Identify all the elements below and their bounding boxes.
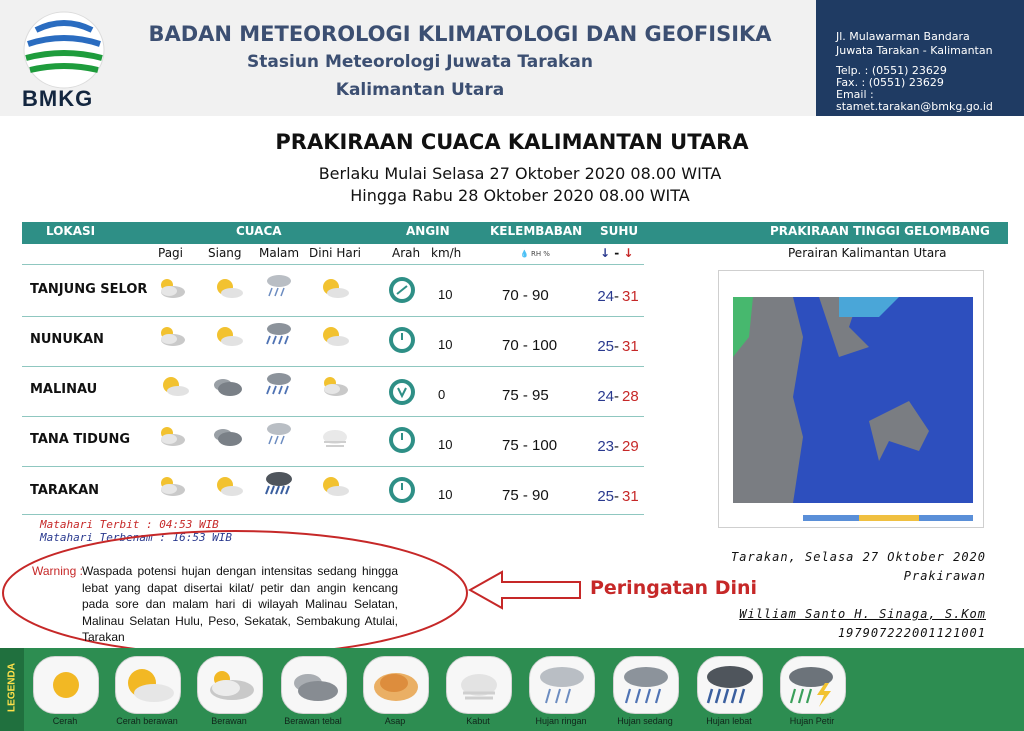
legend-hujan-sedang	[613, 656, 679, 714]
cerah-berawan-icon	[318, 474, 352, 500]
berawan-tebal-icon	[210, 374, 244, 400]
row-suhu-min: 25	[597, 338, 614, 355]
berawan-icon	[155, 324, 189, 350]
arrow-left-icon	[468, 570, 582, 610]
sub-rh	[520, 250, 550, 258]
suhu-dash: -	[614, 288, 619, 305]
row-kelembaban: 75 - 95	[502, 387, 549, 404]
legend-label: Berawan tebal	[284, 716, 342, 726]
suhu-dash: -	[614, 488, 619, 505]
row-lokasi: TANJUNG SELOR	[30, 282, 148, 297]
contact-address-1: Jl. Mulawarman Bandara	[836, 30, 970, 43]
valid-from: Berlaku Mulai Selasa 27 Oktober 2020 08.00 WITA	[318, 164, 722, 183]
wave-map-image	[719, 271, 983, 527]
legend-label: Hujan Petir	[789, 716, 835, 726]
sub-malam: Malam	[259, 246, 300, 260]
row-divider	[22, 264, 644, 265]
rh-min: 75	[502, 387, 519, 404]
sub-suhu-arrows: ↓ - ↓	[600, 246, 634, 260]
contact-fax: Fax. : (0551) 23629	[836, 76, 944, 89]
sub-gelombang: Perairan Kalimantan Utara	[788, 246, 947, 260]
kabut-icon	[447, 657, 511, 713]
hujan-ringan-icon	[262, 272, 296, 298]
page-title: PRAKIRAAN CUACA KALIMANTAN UTARA	[275, 130, 749, 154]
legend-label: Cerah	[52, 716, 78, 726]
row-angin-kmh: 10	[438, 437, 453, 452]
cerah-berawan-icon	[212, 276, 246, 302]
row-angin-kmh: 0	[438, 387, 446, 402]
signature-place-date: Tarakan, Selasa 27 Oktober 2020	[731, 550, 986, 564]
row-kelembaban: 70 - 100	[502, 337, 558, 354]
row-kelembaban: 75 - 90	[502, 487, 549, 504]
humidity-icon: 💧	[520, 250, 529, 258]
legend-label: Hujan sedang	[617, 716, 673, 726]
wind-direction-icon	[388, 276, 416, 304]
warning-label: Warning :	[32, 564, 83, 578]
row-kelembaban: 70 - 90	[502, 287, 549, 304]
contact-email: stamet.tarakan@bmkg.go.id	[836, 100, 993, 113]
logo-text: BMKG	[22, 86, 94, 111]
col-angin: ANGIN	[406, 224, 450, 238]
berawan-tebal-icon	[210, 424, 244, 450]
cerah-berawan-icon	[158, 374, 192, 400]
row-divider	[22, 466, 644, 467]
row-suhu-max: 31	[622, 338, 639, 355]
row-lokasi: TARAKAN	[30, 483, 100, 498]
cerah-berawan-icon	[212, 324, 246, 350]
hujan-sedang-icon	[262, 320, 296, 346]
wind-direction-icon	[388, 476, 416, 504]
warning-text: Waspada potensi hujan dengan intensitas sedang hingga lebat yang dapat disertai kilat/ petir dan angin kencang pada sore dan malam hari di wilayah Malinau Selatan, Malinau Selatan Hulu, Peso, Sekatak, Sembakung Atulai, Tarakan	[82, 564, 398, 644]
legend-cerah-berawan	[115, 656, 181, 714]
wind-direction-icon	[388, 378, 416, 406]
sub-rh-label: RH %	[530, 250, 550, 258]
sub-arah: Arah	[392, 246, 421, 260]
wave-forecast-map	[718, 270, 984, 528]
hujan-ringan-icon	[530, 657, 594, 713]
arrow-down-icon: ↓	[600, 246, 611, 260]
legend-hujan-lebat	[697, 656, 763, 714]
legend-label: Hujan ringan	[535, 716, 587, 726]
legend-cerah	[33, 656, 99, 714]
row-suhu-max: 29	[622, 438, 639, 455]
cerah-berawan-icon	[318, 276, 352, 302]
cerah-berawan-icon	[212, 474, 246, 500]
legend-label: Cerah berawan	[116, 716, 178, 726]
row-divider	[22, 366, 644, 367]
row-angin-kmh: 10	[438, 487, 453, 502]
signature-nip: 197907222001121001	[837, 626, 986, 640]
row-suhu-min: 25	[597, 488, 614, 505]
wind-direction-icon	[388, 426, 416, 454]
berawan-icon	[318, 374, 352, 400]
legend-asap	[363, 656, 429, 714]
contact-email-label: Email :	[836, 88, 874, 101]
hujan-lebat-icon	[262, 470, 296, 496]
rh-max: 100	[532, 337, 558, 354]
row-lokasi: NUNUKAN	[30, 332, 104, 347]
legend-hujan-ringan	[529, 656, 595, 714]
sub-siang: Siang	[208, 246, 242, 260]
contact-address-2: Juwata Tarakan - Kalimantan	[836, 44, 993, 57]
sunrise-time: Matahari Terbit : 04:53 WIB	[40, 518, 219, 531]
row-divider	[22, 316, 644, 317]
rh-max: 100	[532, 437, 558, 454]
rh-max: 90	[532, 287, 549, 304]
suhu-dash: -	[614, 338, 619, 355]
berawan-icon	[198, 657, 262, 713]
hujan-ringan-icon	[262, 420, 296, 446]
valid-to: Hingga Rabu 28 Oktober 2020 08.00 WITA	[350, 186, 690, 205]
row-angin-kmh: 10	[438, 287, 453, 302]
legend-berawan	[197, 656, 263, 714]
row-angin-kmh: 10	[438, 337, 453, 352]
berawan-icon	[155, 424, 189, 450]
early-warning-callout: Peringatan Dini	[590, 577, 758, 599]
col-kelembaban: KELEMBABAN	[490, 224, 583, 238]
rh-min: 75	[502, 437, 519, 454]
wind-direction-icon	[388, 326, 416, 354]
legend-berawan-tebal	[281, 656, 347, 714]
asap-icon	[364, 657, 428, 713]
cerah-icon	[34, 657, 98, 713]
legend-label: Berawan	[211, 716, 247, 726]
legend-title: LEGENDA	[6, 663, 18, 712]
hujan-sedang-icon	[614, 657, 678, 713]
row-suhu-max: 31	[622, 488, 639, 505]
row-suhu-min: 23	[597, 438, 614, 455]
col-cuaca: CUACA	[236, 224, 282, 238]
cerah-berawan-icon	[116, 657, 180, 713]
row-suhu-max: 28	[622, 388, 639, 405]
hujan-lebat-icon	[698, 657, 762, 713]
cerah-berawan-icon	[318, 324, 352, 350]
legend-label: Kabut	[466, 716, 490, 726]
hujan-petir-icon	[781, 657, 845, 713]
berawan-icon	[155, 474, 189, 500]
row-suhu-min: 24	[597, 388, 614, 405]
suhu-dash: -	[614, 438, 619, 455]
rh-min: 70	[502, 287, 519, 304]
legend-label: Hujan lebat	[706, 716, 752, 726]
hujan-sedang-icon	[262, 370, 296, 396]
region-name: Kalimantan Utara	[335, 80, 505, 100]
berawan-icon	[155, 276, 189, 302]
row-divider	[22, 416, 644, 417]
row-kelembaban: 75 - 100	[502, 437, 558, 454]
kabut-icon	[318, 424, 352, 450]
sub-kmh: km/h	[431, 246, 462, 260]
row-suhu-max: 31	[622, 288, 639, 305]
sub-pagi: Pagi	[158, 246, 184, 260]
station-name: Stasiun Meteorologi Juwata Tarakan	[247, 52, 593, 72]
rh-max: 90	[532, 487, 549, 504]
legend-hujan-petir	[780, 656, 846, 714]
sunset-time: Matahari Terbenam : 16:53 WIB	[40, 531, 233, 544]
suhu-dash: -	[614, 388, 619, 405]
row-lokasi: MALINAU	[30, 382, 98, 397]
rh-max: 95	[532, 387, 549, 404]
signature-role: Prakirawan	[903, 569, 986, 583]
agency-name: BADAN METEOROLOGI KLIMATOLOGI DAN GEOFISIKA	[148, 22, 772, 46]
signature-name: William Santo H. Sinaga, S.Kom	[739, 607, 986, 621]
arrow-up-icon: ↓	[623, 246, 634, 260]
contact-telp: Telp. : (0551) 23629	[836, 64, 947, 77]
sub-dini-hari: Dini Hari	[309, 246, 361, 260]
row-suhu-min: 24	[597, 288, 614, 305]
rh-min: 70	[502, 337, 519, 354]
legend-kabut	[446, 656, 512, 714]
rh-min: 75	[502, 487, 519, 504]
col-suhu: SUHU	[600, 224, 639, 238]
col-gelombang: PRAKIRAAN TINGGI GELOMBANG	[770, 224, 990, 238]
legend-label: Asap	[384, 716, 406, 726]
row-divider	[22, 514, 644, 515]
col-lokasi: LOKASI	[46, 224, 96, 238]
berawan-tebal-icon	[282, 657, 346, 713]
row-lokasi: TANA TIDUNG	[30, 432, 130, 447]
